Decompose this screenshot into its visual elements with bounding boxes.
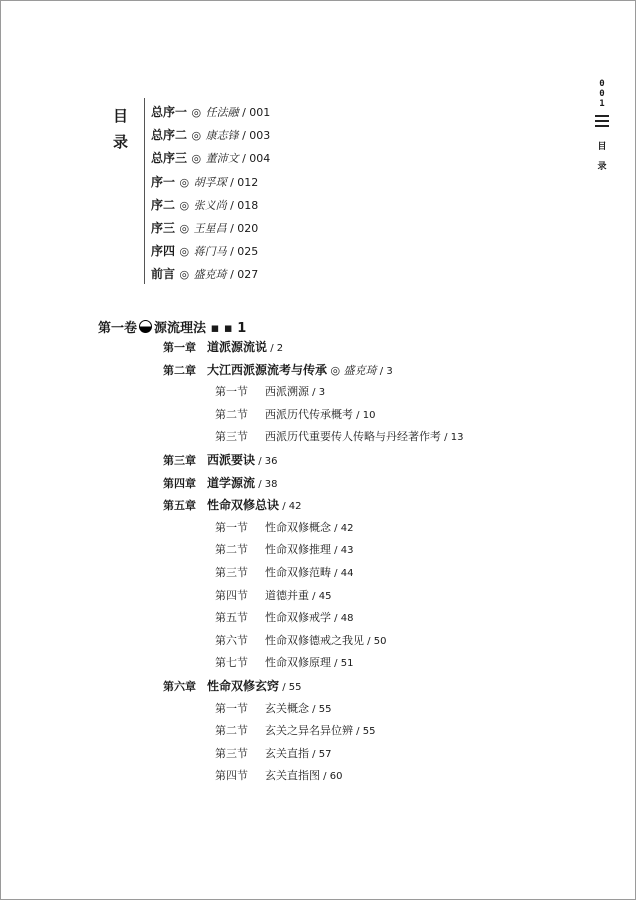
page-number-digit: 0 bbox=[599, 79, 605, 89]
section-entry[interactable] bbox=[215, 634, 386, 649]
chapter-page: / 55 bbox=[279, 682, 302, 693]
side-section-title bbox=[593, 137, 611, 177]
volume-page: 1 bbox=[237, 321, 247, 336]
page-number-vertical bbox=[593, 79, 611, 109]
section-page: / 60 bbox=[320, 771, 343, 783]
preface-page: / 027 bbox=[226, 268, 259, 282]
chapter-label: 第六章 bbox=[163, 680, 196, 693]
preface-entry[interactable] bbox=[151, 105, 270, 120]
chapter-label: 第一章 bbox=[163, 341, 196, 354]
section-page: / 55 bbox=[353, 726, 376, 738]
section-entry[interactable] bbox=[215, 521, 353, 536]
preface-entry[interactable] bbox=[151, 128, 270, 143]
section-entry[interactable] bbox=[215, 385, 325, 400]
section-title: 性命双修德戒之我见 bbox=[265, 633, 364, 647]
preface-page: / 012 bbox=[226, 175, 259, 189]
section-entry[interactable] bbox=[215, 611, 353, 626]
preface-label: 序四 bbox=[151, 244, 176, 259]
chapter-entry[interactable] bbox=[163, 498, 301, 514]
chapter-title: 西派要诀 bbox=[207, 453, 256, 467]
section-entry[interactable] bbox=[215, 543, 353, 558]
section-title: 性命双修概念 bbox=[265, 520, 331, 534]
chapter-title: 大江西派源流考与传承 bbox=[207, 362, 328, 377]
bullet-icon: ◎ bbox=[188, 106, 205, 119]
section-entry[interactable] bbox=[215, 589, 331, 604]
section-entry[interactable] bbox=[215, 702, 331, 717]
preface-author: 任法融 bbox=[205, 106, 239, 119]
bullet-icon: ◎ bbox=[188, 152, 205, 166]
preface-label: 序二 bbox=[151, 197, 176, 212]
preface-page: / 025 bbox=[226, 245, 259, 259]
bullet-icon: ◎ bbox=[188, 129, 205, 143]
bullet-icon: ◎ bbox=[176, 198, 193, 212]
chapter-page: / 2 bbox=[267, 343, 284, 354]
page-side-tab bbox=[593, 79, 611, 177]
preface-page: / 018 bbox=[226, 198, 259, 212]
preface-page: / 004 bbox=[238, 152, 271, 166]
chapter-title: 道学源流 bbox=[207, 475, 256, 490]
preface-entry[interactable] bbox=[151, 151, 270, 166]
preface-label: 总序二 bbox=[151, 128, 188, 143]
section-entry[interactable] bbox=[215, 769, 342, 784]
chapter-entry[interactable] bbox=[163, 340, 283, 356]
chapter-label: 第五章 bbox=[163, 499, 196, 513]
trigram-icon bbox=[595, 115, 609, 127]
section-title: 玄关之异名异位辨 bbox=[265, 724, 353, 738]
chapter-page: / 38 bbox=[255, 478, 278, 490]
chapter-entry[interactable] bbox=[163, 476, 277, 492]
preface-author: 胡孚琛 bbox=[193, 175, 227, 189]
section-title: 性命双修推理 bbox=[265, 543, 331, 557]
preface-author: 康志锋 bbox=[205, 129, 239, 143]
chapter-page: / 42 bbox=[279, 501, 302, 513]
preface-entry[interactable] bbox=[151, 198, 258, 213]
section-label: 第七节 bbox=[215, 656, 248, 670]
section-label: 第六节 bbox=[215, 633, 248, 647]
section-label: 第一节 bbox=[215, 520, 248, 534]
chapter-label: 第二章 bbox=[163, 363, 196, 377]
section-label: 第二节 bbox=[215, 407, 248, 421]
section-label: 第二节 bbox=[215, 724, 248, 738]
preface-author: 盛克琦 bbox=[193, 268, 227, 282]
section-label: 第二节 bbox=[215, 543, 248, 557]
section-title: 西派历代传承概考 bbox=[265, 407, 353, 421]
section-title: 玄关概念 bbox=[265, 701, 309, 715]
preface-entry[interactable] bbox=[151, 244, 258, 259]
bullet-icon: ◎ bbox=[176, 222, 193, 235]
section-page: / 13 bbox=[441, 432, 464, 444]
section-title: 性命双修戒学 bbox=[265, 611, 331, 625]
preface-author: 蒋门马 bbox=[193, 245, 227, 259]
section-entry[interactable] bbox=[215, 656, 353, 671]
section-page: / 45 bbox=[309, 590, 332, 602]
volume-heading[interactable] bbox=[98, 317, 246, 336]
section-title: 道德并重 bbox=[265, 588, 309, 602]
chapter-entry[interactable] bbox=[163, 679, 301, 695]
preface-label: 前言 bbox=[151, 267, 176, 282]
section-page: / 51 bbox=[331, 658, 354, 670]
preface-page: / 003 bbox=[238, 129, 271, 143]
toc-heading bbox=[113, 103, 133, 155]
section-label: 第四节 bbox=[215, 588, 248, 602]
chapter-entry[interactable] bbox=[163, 363, 393, 379]
section-page: / 44 bbox=[331, 568, 354, 579]
section-page: / 50 bbox=[364, 635, 387, 647]
volume-separator: ▪ ▪ bbox=[210, 321, 233, 336]
toc-heading-char: 目 bbox=[113, 107, 129, 125]
section-title: 性命双修原理 bbox=[265, 656, 331, 670]
side-title-char: 目 bbox=[597, 142, 607, 152]
section-title: 西派溯源 bbox=[265, 385, 309, 399]
preface-author: 王星昌 bbox=[193, 222, 227, 235]
volume-label: 第一卷 bbox=[98, 321, 138, 336]
section-entry[interactable] bbox=[215, 747, 331, 762]
section-entry[interactable] bbox=[215, 408, 375, 423]
toc-heading-char: 录 bbox=[113, 133, 129, 151]
section-entry[interactable] bbox=[215, 566, 353, 581]
preface-author: 董沛文 bbox=[205, 152, 239, 166]
section-label: 第五节 bbox=[215, 611, 248, 625]
section-page: / 42 bbox=[331, 522, 354, 534]
chapter-page: / 3 bbox=[376, 365, 393, 377]
section-title: 性命双修范畴 bbox=[265, 566, 331, 579]
section-title: 玄关直指 bbox=[265, 746, 309, 760]
preface-label: 总序一 bbox=[151, 105, 188, 119]
section-entry[interactable] bbox=[215, 724, 375, 739]
page-number-digit: 1 bbox=[599, 99, 605, 109]
section-page: / 55 bbox=[309, 703, 332, 715]
chapter-entry[interactable] bbox=[163, 453, 277, 469]
section-page: / 3 bbox=[309, 387, 326, 399]
preface-label: 序三 bbox=[151, 221, 176, 235]
section-entry[interactable] bbox=[215, 430, 463, 445]
page-number-digit: 0 bbox=[599, 89, 605, 99]
preface-entry[interactable] bbox=[151, 267, 258, 282]
bullet-icon: ◎ bbox=[176, 175, 193, 189]
preface-author: 张义尚 bbox=[193, 198, 227, 212]
preface-page: / 020 bbox=[226, 222, 259, 235]
section-page: / 57 bbox=[309, 748, 332, 760]
volume-title: 源流理法 bbox=[154, 321, 207, 336]
side-title-char: 录 bbox=[597, 162, 607, 172]
chapter-page: / 36 bbox=[255, 456, 278, 467]
bullet-icon: ◎ bbox=[176, 245, 193, 259]
chapter-title: 性命双修总诀 bbox=[207, 498, 280, 513]
section-title: 玄关直指图 bbox=[265, 769, 320, 783]
preface-label: 总序三 bbox=[151, 151, 188, 166]
section-page: / 43 bbox=[331, 545, 354, 557]
section-title: 西派历代重要传人传略与丹经著作考 bbox=[265, 430, 441, 444]
section-label: 第三节 bbox=[215, 430, 248, 444]
bullet-icon: ◎ bbox=[176, 268, 193, 282]
section-label: 第一节 bbox=[215, 701, 248, 715]
chapter-title: 性命双修玄窍 bbox=[207, 679, 280, 693]
preface-label: 序一 bbox=[151, 174, 176, 189]
chapter-label: 第三章 bbox=[163, 454, 196, 467]
bullet-icon: ◎ bbox=[327, 363, 344, 377]
section-page: / 48 bbox=[331, 613, 354, 625]
chapter-title: 道派源流说 bbox=[207, 340, 268, 354]
preface-page: / 001 bbox=[238, 106, 271, 119]
section-label: 第四节 bbox=[215, 769, 248, 783]
section-page: / 10 bbox=[353, 409, 376, 421]
preface-entry[interactable] bbox=[151, 175, 258, 190]
section-label: 第三节 bbox=[215, 566, 248, 579]
yin-yang-icon bbox=[139, 320, 152, 333]
chapter-author: 盛克琦 bbox=[343, 363, 377, 377]
preface-entry[interactable] bbox=[151, 221, 258, 236]
chapter-label: 第四章 bbox=[163, 476, 196, 490]
section-label: 第三节 bbox=[215, 746, 248, 760]
toc-divider-line bbox=[144, 98, 145, 284]
section-label: 第一节 bbox=[215, 385, 248, 399]
